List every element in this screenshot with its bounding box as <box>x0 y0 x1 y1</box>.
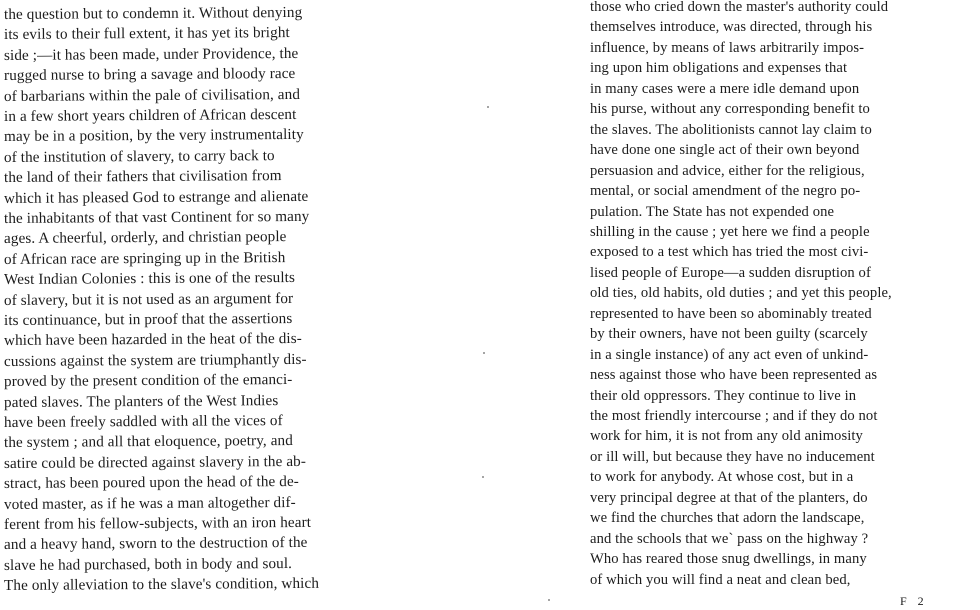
text-line: voted master, as if he was a man altogether dif- <box>4 493 296 513</box>
paper-speck <box>548 599 550 601</box>
text-line: and the schools that we` pass on the highway ? <box>590 530 869 547</box>
paper-speck <box>483 352 485 354</box>
text-line: represented to have been so abominably treated <box>590 305 872 322</box>
signature-mark: F 2 <box>900 594 928 608</box>
text-line: the slaves. The abolitionists cannot lay claim to <box>590 121 872 138</box>
text-line: we find the churches that adorn the landscape, <box>590 510 865 527</box>
text-line: very principal degree at that of the planters, do <box>590 489 868 506</box>
text-line: pated slaves. The planters of the West Indies <box>4 391 279 411</box>
text-line: in a few short years children of African descent <box>4 105 297 125</box>
text-line: their old oppressors. They continue to live in <box>590 387 857 404</box>
text-line: which have been hazarded in the heat of the dis- <box>4 330 302 350</box>
text-line: which it has pleased God to estrange and alienate <box>4 187 309 207</box>
text-line: exposed to a test which has tried the most civi- <box>590 244 869 261</box>
text-line: pulation. The State has not expended one <box>590 203 835 220</box>
text-line: of African race are springing up in the British <box>4 248 286 268</box>
text-line: persuasion and advice, either for the religious, <box>590 162 865 179</box>
text-line: lised people of Europe—a sudden disruption of <box>590 264 871 281</box>
text-line: ing upon him obligations and expenses that <box>590 60 848 77</box>
text-line: the inhabitants of that vast Continent for so many <box>4 207 310 227</box>
text-line: its evils to their full extent, it has yet its bright <box>4 24 290 44</box>
text-line: those who cried down the master's authority could <box>590 0 889 15</box>
text-line: cussions against the system are triumphantly dis- <box>4 350 307 370</box>
text-line: rugged nurse to bring a savage and bloody race <box>4 65 296 85</box>
text-line: or ill will, but because they have no inducement <box>590 448 875 465</box>
text-line: side ;—it has been made, under Providence, the <box>4 44 299 64</box>
text-line: in many cases were a mere idle demand upon <box>590 80 860 97</box>
text-line: Who has reared those snug dwellings, in many <box>590 551 867 568</box>
text-line: ages. A cheerful, orderly, and christian people <box>4 228 287 248</box>
text-line: proved by the present condition of the emanci- <box>4 371 293 391</box>
text-line: the question but to condemn it. Without denying <box>4 3 303 23</box>
text-line: ness against those who have been represented as <box>590 367 878 384</box>
text-line: work for him, it is not from any old animosity <box>590 428 863 445</box>
text-line: by their owners, have not been guilty (scarcely <box>590 326 868 343</box>
text-line: his purse, without any corresponding benefit to <box>590 101 870 118</box>
text-line: satire could be directed against slavery in the ab- <box>4 452 307 472</box>
text-line: of slavery, but it is not used as an argument for <box>4 289 294 309</box>
right-page <box>590 0 978 610</box>
text-line: of barbarians within the pale of civilisation, and <box>4 85 301 105</box>
text-line: influence, by means of laws arbitrarily impos- <box>590 39 865 56</box>
text-line: the land of their fathers that civilisation from <box>4 167 282 187</box>
text-line: have been freely saddled with all the vices of <box>4 412 283 431</box>
text-line: stract, has been poured upon the head of the de- <box>4 473 300 493</box>
paper-speck <box>482 476 484 478</box>
text-line: in a single instance) of any act even of unkind- <box>590 346 869 363</box>
text-line: West Indian Colonies : this is one of the results <box>4 269 296 289</box>
paper-speck <box>487 106 489 108</box>
text-line: slave he had purchased, both in body and soul. <box>4 554 293 574</box>
text-line: the system ; and all that eloquence, poetry, and <box>4 432 293 452</box>
text-line: old ties, old habits, old duties ; and yet this people, <box>590 285 892 302</box>
text-line: and a heavy hand, sworn to the destruction of the <box>4 534 308 554</box>
text-line: to work for anybody. At whose cost, but in a <box>590 469 854 486</box>
text-line: ferent from his fellow-subjects, with an iron heart <box>4 513 312 533</box>
left-page <box>4 0 404 610</box>
text-line: the most friendly intercourse ; and if they do not <box>590 408 878 424</box>
text-line: of which you will find a neat and clean bed, <box>590 571 851 588</box>
text-line: shilling in the cause ; yet here we find a people <box>590 223 870 240</box>
text-line: The only alleviation to the slave's condition, which <box>4 574 320 595</box>
text-line: its continuance, but in proof that the assertions <box>4 309 293 329</box>
text-line: have done one single act of their own beyond <box>590 142 860 159</box>
text-line: may be in a position, by the very instrumentality <box>4 126 304 146</box>
text-line: mental, or social amendment of the negro po- <box>590 183 861 200</box>
text-line: themselves introduce, was directed, through his <box>590 19 873 36</box>
text-line: of the institution of slavery, to carry back to <box>4 146 275 166</box>
